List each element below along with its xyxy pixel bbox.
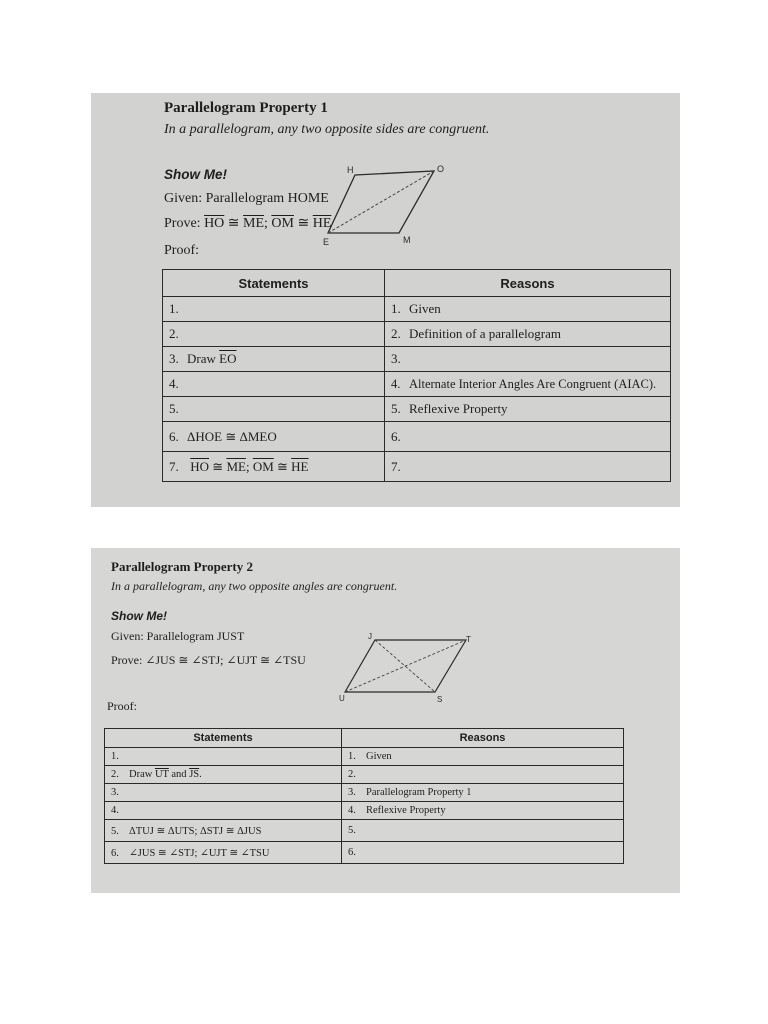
reason-cell: 5. bbox=[342, 820, 624, 842]
property1-given: Given: Parallelogram HOME bbox=[164, 191, 329, 206]
segment-om: $\overline{OM}$ bbox=[252, 458, 274, 474]
segment-eo: $\overline{EO}$ bbox=[219, 351, 237, 366]
statement-cell: 6. ∠JUS ≅ ∠STJ; ∠UJT ≅ ∠TSU bbox=[105, 842, 342, 864]
segment-ho: $\overline{HO}$ bbox=[190, 458, 210, 474]
table-row bbox=[163, 422, 671, 452]
table-row bbox=[163, 347, 671, 372]
table-row bbox=[105, 802, 624, 820]
segment-js: $\overline{JS}$ bbox=[189, 769, 200, 780]
reasons-header: Reasons bbox=[342, 729, 624, 748]
reason-cell: 6. bbox=[385, 422, 671, 452]
table-row bbox=[105, 748, 624, 766]
prove-prefix: Prove: bbox=[164, 216, 205, 231]
congruent-symbol: ≅ bbox=[297, 216, 310, 231]
congruent-symbol: ≅ bbox=[227, 216, 240, 231]
vertex-label-h: H bbox=[347, 165, 354, 175]
statement-cell: 2. Draw $\overline{UT}$ and $\overline{JS}$. bbox=[105, 766, 342, 784]
statement-cell: 3. Draw $\overline{EO}$ bbox=[163, 347, 385, 372]
statement-cell: 4. bbox=[163, 372, 385, 397]
reason-cell: 1. Given bbox=[385, 297, 671, 322]
reason-cell: 3. bbox=[385, 347, 671, 372]
segment-me: $\overline{ME}$ bbox=[226, 458, 246, 474]
property1-prove bbox=[164, 215, 331, 232]
table-row bbox=[105, 766, 624, 784]
property1-title: Parallelogram Property 1 bbox=[164, 100, 328, 116]
segment-me: $\overline{ME}$ bbox=[243, 216, 265, 231]
property2-show-me: Show Me! bbox=[111, 609, 167, 623]
property2-proof-label: Proof: bbox=[107, 699, 137, 713]
reason-cell: 4. Alternate Interior Angles Are Congruent (AIAC). bbox=[385, 372, 671, 397]
reason-cell: 5. Reflexive Property bbox=[385, 397, 671, 422]
property2-proof-table bbox=[104, 728, 624, 864]
semicolon: ; bbox=[264, 216, 268, 231]
statement-cell: 5. ΔTUJ ≅ ΔUTS; ΔSTJ ≅ ΔJUS bbox=[105, 820, 342, 842]
table-row bbox=[105, 784, 624, 802]
statement-cell: 5. bbox=[163, 397, 385, 422]
property1-proof-label: Proof: bbox=[164, 243, 199, 258]
reason-cell: 4. Reflexive Property bbox=[342, 802, 624, 820]
vertex-label-t: T bbox=[466, 635, 471, 644]
vertex-label-u: U bbox=[339, 694, 345, 703]
table-row bbox=[163, 397, 671, 422]
segment-ho: $\overline{HO}$ bbox=[204, 216, 225, 231]
reason-cell: 2. Definition of a parallelogram bbox=[385, 322, 671, 347]
vertex-label-e: E bbox=[323, 237, 330, 247]
table-row bbox=[105, 842, 624, 864]
segment-om: $\overline{OM}$ bbox=[271, 216, 294, 231]
reasons-header: Reasons bbox=[385, 270, 671, 297]
segment-he: $\overline{HE}$ bbox=[291, 458, 309, 474]
reason-cell: 7. bbox=[385, 452, 671, 482]
property2-given: Given: Parallelogram JUST bbox=[111, 629, 245, 643]
property1-statement: In a parallelogram, any two opposite sides are congruent. bbox=[164, 122, 490, 137]
reason-cell: 2. bbox=[342, 766, 624, 784]
statement-cell: 7. $\overline{HO}$ ≅ $\overline{ME}$; $\overline{OM}$ ≅ $\overline{HE}$ bbox=[163, 452, 385, 482]
table-row bbox=[163, 297, 671, 322]
table-row bbox=[163, 322, 671, 347]
diagonal-eo bbox=[328, 171, 434, 233]
statements-header: Statements bbox=[163, 270, 385, 297]
parallelogram-home-figure bbox=[321, 161, 451, 251]
statements-header: Statements bbox=[105, 729, 342, 748]
reason-cell: 6. bbox=[342, 842, 624, 864]
statement-cell: 6. ΔHOE ≅ ΔMEO bbox=[163, 422, 385, 452]
table-row bbox=[163, 372, 671, 397]
table-row bbox=[105, 820, 624, 842]
statement-cell: 4. bbox=[105, 802, 342, 820]
segment-ut: $\overline{UT}$ bbox=[154, 769, 169, 780]
property2-prove: Prove: ∠JUS ≅ ∠STJ; ∠UJT ≅ ∠TSU bbox=[111, 653, 306, 667]
property1-proof-table bbox=[162, 269, 671, 482]
statement-cell: 3. bbox=[105, 784, 342, 802]
parallelogram-just-figure bbox=[335, 630, 475, 706]
reason-cell: 3. Parallelogram Property 1 bbox=[342, 784, 624, 802]
vertex-label-s: S bbox=[437, 695, 443, 704]
segment-he: $\overline{HE}$ bbox=[312, 216, 332, 231]
property2-title: Parallelogram Property 2 bbox=[111, 559, 253, 574]
statement-cell: 2. bbox=[163, 322, 385, 347]
statement-cell: 1. bbox=[105, 748, 342, 766]
vertex-label-o: O bbox=[437, 164, 445, 174]
property2-photo bbox=[91, 548, 680, 893]
table-row bbox=[163, 452, 671, 482]
property1-photo bbox=[91, 93, 680, 507]
property1-show-me: Show Me! bbox=[164, 167, 227, 182]
statement-cell: 1. bbox=[163, 297, 385, 322]
vertex-label-j: J bbox=[368, 632, 372, 641]
vertex-label-m: M bbox=[403, 235, 411, 245]
property2-statement: In a parallelogram, any two opposite angles are congruent. bbox=[111, 579, 398, 593]
reason-cell: 1. Given bbox=[342, 748, 624, 766]
